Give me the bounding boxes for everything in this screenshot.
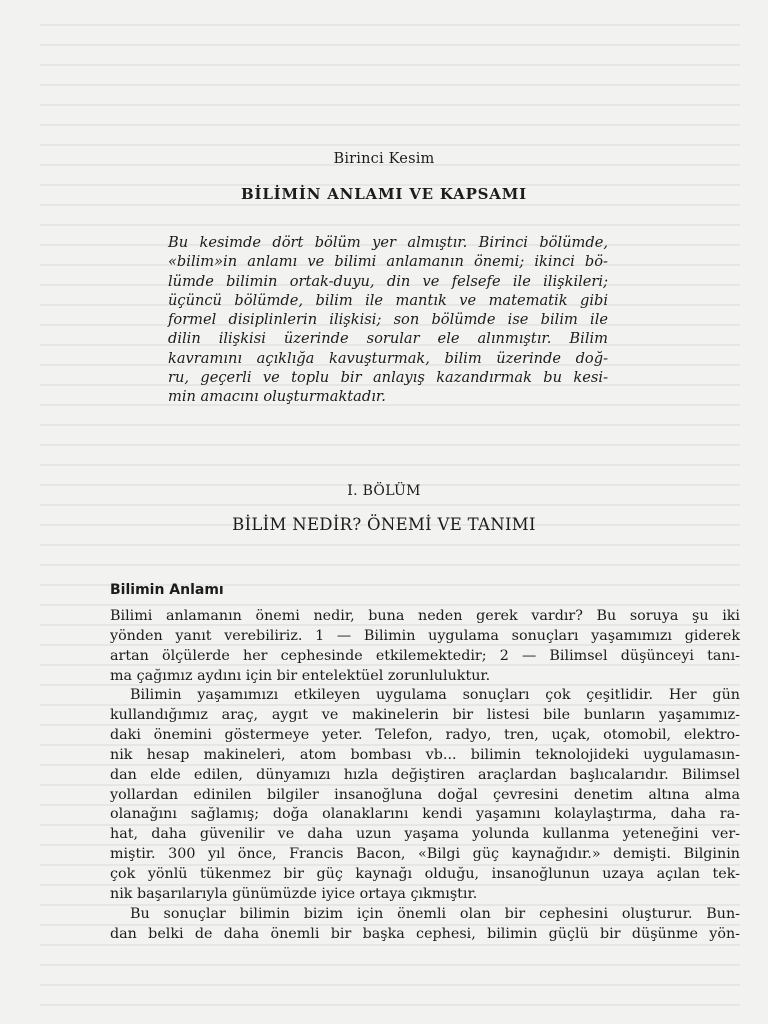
chapter-number: I. BÖLÜM: [347, 483, 421, 499]
body-line: artan ölçülerde her cephesinde etkilemektedir; 2 — Bilimsel düşünceyi tanı-: [110, 647, 740, 664]
body-line: dan elde edilen, dünyamızı hızla değiştiren araçlardan başlıcalarıdır. Bilimsel: [110, 766, 740, 783]
body-line: Bilimin yaşamımızı etkileyen uygulama sonuçları çok çeşitlidir. Her gün: [130, 687, 740, 704]
part-abstract: [168, 233, 608, 407]
chapter-title: BİLİM NEDİR? ÖNEMİ VE TANIMI: [232, 515, 536, 534]
body-line: kullandığımız araç, aygıt ve makinelerin bir listesi bile bunların yaşamımız-: [110, 707, 740, 724]
body-line: daki önemini göstermeye yeter. Telefon, radyo, tren, uçak, otomobil, elektro-: [110, 727, 740, 744]
abstract-line: min amacını oluşturmaktadır.: [168, 388, 386, 406]
body-line: nik başarılarıyla günümüzde iyice ortaya çıkmıştır.: [110, 885, 478, 902]
abstract-line: kavramını açıklığa kavuşturmak, bilim üzerinde doğ-: [168, 349, 608, 367]
abstract-line: dilin ilişkisi üzerinde sorular ele alınmıştır. Bilim: [168, 330, 608, 348]
part-label: Birinci Kesim: [333, 151, 435, 167]
body-text: [110, 607, 740, 944]
body-line: ma çağımız aydını için bir entelektüel zorunluluktur.: [110, 667, 491, 684]
abstract-line: lümde bilimin ortak-duyu, din ve felsefe ile ilişkileri;: [168, 272, 608, 290]
section-heading: Bilimin Anlamı: [110, 582, 224, 598]
body-line: olanağını sağlamış; doğa olanaklarını kendi yaşamını kolaylaştırma, daha ra-: [110, 806, 740, 823]
part-title: BİLİMİN ANLAMI VE KAPSAMI: [241, 185, 527, 203]
body-line: yönden yanıt verebiliriz. 1 — Bilimin uygulama sonuçları yaşamımızı giderek: [110, 627, 740, 644]
body-line: hat, daha güvenilir ve daha uzun yaşama yolunda kullanma yeteneğini ver-: [110, 826, 740, 843]
body-line: nik hesap makineleri, atom bombası vb... bilimin teknolojideki uygulamasın-: [110, 746, 740, 763]
abstract-line: üçüncü bölümde, bilim ile mantık ve matematik gibi: [168, 291, 608, 309]
body-line: Bilimi anlamanın önemi nedir, buna neden gerek vardır? Bu soruya şu iki: [110, 608, 740, 624]
abstract-line: ru, geçerli ve toplu bir anlayış kazandırmak bu kesi-: [168, 369, 608, 387]
body-line: Bu sonuçlar bilimin bizim için önemli olan bir cephesini oluşturur. Bun-: [130, 905, 740, 922]
body-line: dan belki de daha önemli bir başka cephesi, bilimin güçlü bir düşünme yön-: [110, 925, 740, 942]
body-line: yollardan edinilen bilgiler insanoğluna doğal çevresini denetim altına alma: [110, 786, 740, 803]
abstract-line: Bu kesimde dört bölüm yer almıştır. Birinci bölümde,: [168, 234, 608, 251]
abstract-line: «bilim»in anlamı ve bilimi anlamanın önemi; ikinci bö-: [168, 253, 608, 271]
body-line: çok yönlü tükenmez bir güç kaynağı olduğu, insanoğlunun uzaya açılan tek-: [110, 865, 740, 882]
abstract-line: formel disiplinlerin ilişkisi; son bölümde ise bilim ile: [168, 311, 608, 329]
body-line: miştir. 300 yıl önce, Francis Bacon, «Bilgi güç kaynağıdır.» demişti. Bilginin: [110, 846, 740, 863]
